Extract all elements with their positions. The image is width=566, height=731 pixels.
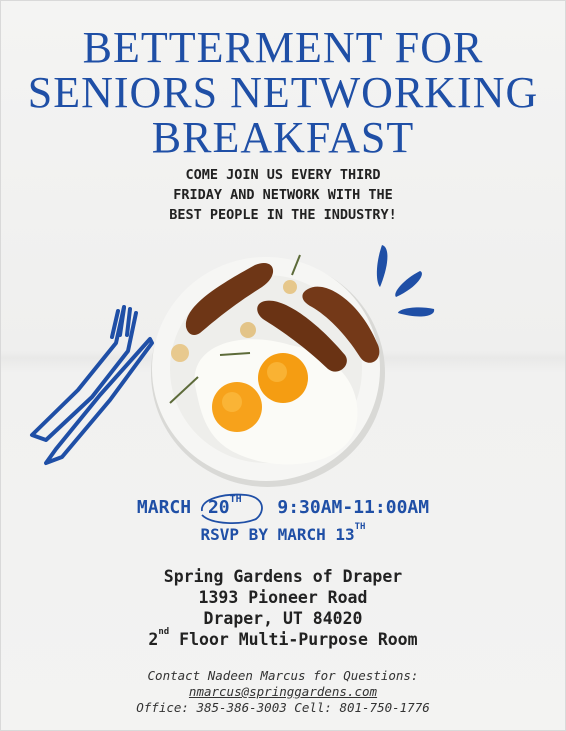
event-day-suffix: TH xyxy=(229,494,242,505)
event-time: 9:30AM-11:00AM xyxy=(277,497,430,518)
city-state-zip: Draper, UT 84020 xyxy=(203,609,363,628)
contact-email-line xyxy=(0,684,566,699)
floor-suffix: nd xyxy=(158,627,170,637)
rsvp-suffix: TH xyxy=(354,522,366,532)
title-line-1: BETTERMENT FOR xyxy=(82,23,484,72)
contact-heading: Contact Nadeen Marcus for Questions: xyxy=(147,668,419,683)
knife-icon xyxy=(46,339,152,463)
room-line xyxy=(0,627,566,649)
event-day: 20 xyxy=(207,497,230,518)
rsvp-text: RSVP BY MARCH 13 xyxy=(200,525,355,544)
contact-email-link[interactable]: nmarcus@springgardens.com xyxy=(188,684,378,699)
title-line-3: BREAKFAST xyxy=(151,113,415,162)
street-address: 1393 Pioneer Road xyxy=(198,588,368,607)
splash-marks-icon xyxy=(377,245,434,316)
floor-number: 2 xyxy=(148,630,159,649)
event-date-time xyxy=(0,494,566,518)
venue-name: Spring Gardens of Draper xyxy=(163,567,403,586)
subtitle-line-2: FRIDAY AND NETWORK WITH THE xyxy=(173,187,393,203)
contact-phones: Office: 385-386-3003 Cell: 801-750-1776 xyxy=(136,700,430,715)
title-line-2: SENIORS NETWORKING xyxy=(27,68,539,117)
breakfast-illustration xyxy=(0,235,566,490)
event-month: MARCH xyxy=(136,497,192,518)
subtitle-line-1: COME JOIN US EVERY THIRD xyxy=(185,167,381,183)
breakfast-plate-illustration xyxy=(151,255,385,487)
rsvp-line xyxy=(0,522,566,544)
event-day-circled xyxy=(202,494,248,518)
subtitle-line-3: BEST PEOPLE IN THE INDUSTRY! xyxy=(169,207,397,223)
room-name: Floor Multi-Purpose Room xyxy=(179,630,418,649)
